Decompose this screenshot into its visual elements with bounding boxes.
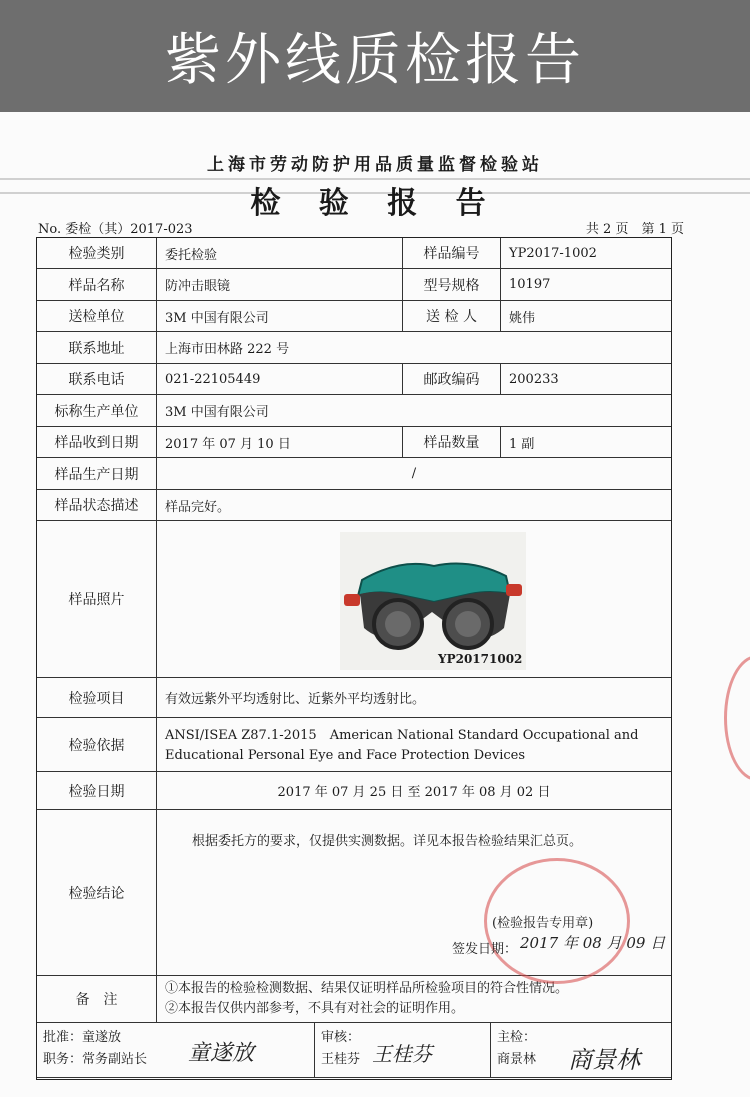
sample-no-label: 样品编号: [403, 238, 501, 269]
phone-value: 021-22105449: [157, 364, 403, 395]
prod-date-value: /: [157, 458, 671, 490]
sender-value: 姚伟: [501, 301, 671, 332]
address-value: 上海市田林路 222 号: [157, 332, 671, 364]
state-value: 样品完好。: [157, 490, 671, 521]
address-label: 联系地址: [37, 332, 157, 364]
sender-label: 送 检 人: [403, 301, 501, 332]
model-label: 型号规格: [403, 269, 501, 301]
date-label: 检验日期: [37, 772, 157, 810]
review-name: 王桂芬: [321, 1052, 361, 1067]
name-value: 防冲击眼镜: [157, 269, 403, 301]
model-value: 10197: [501, 269, 671, 301]
postcode-label: 邮政编码: [403, 364, 501, 395]
issue-date: 2017 年 08 月 09 日: [520, 934, 666, 952]
photo-label: 样品照片: [37, 521, 157, 678]
items-value: 有效远紫外平均透射比、近紫外平均透射比。: [157, 678, 671, 718]
approve-name: 童遂放: [82, 1030, 122, 1045]
name-label: 样品名称: [37, 269, 157, 301]
conclusion-text: 根据委托方的要求，仅提供实测数据。详见本报告检验结果汇总页。: [192, 834, 583, 849]
qty-label: 样品数量: [403, 427, 501, 458]
basis-label: 检验依据: [37, 718, 157, 772]
approve-title: 常务副站长: [82, 1052, 148, 1067]
seal-text: (检验报告专用章): [492, 916, 594, 931]
approve-title-label: 职务：: [43, 1052, 83, 1067]
sample-no-value: YP2017-1002: [501, 238, 671, 269]
approve-cell: [37, 1023, 315, 1078]
qty-value: 1 副: [501, 427, 671, 458]
inspect-name: 商景林: [497, 1052, 537, 1067]
maker-value: 3M 中国有限公司: [157, 395, 671, 427]
review-label: 审核：: [321, 1030, 361, 1045]
basis-value: ANSI/ISEA Z87.1-2015 American National Standard Occupational and Educational Personal Eye and Face Protection Devices: [157, 718, 671, 772]
inspect-signature: 商景林: [568, 1046, 640, 1074]
banner: [0, 0, 750, 112]
page-count: 共 2 页 第 1 页: [585, 222, 684, 237]
phone-label: 联系电话: [37, 364, 157, 395]
unit-value: 3M 中国有限公司: [157, 301, 403, 332]
remark-line-2: ②本报告仅供内部参考，不具有对社会的证明作用。: [165, 1001, 465, 1016]
report-title: 检 验 报 告: [250, 186, 500, 221]
category-label: 检验类别: [37, 238, 157, 269]
received-value: 2017 年 07 月 10 日: [157, 427, 403, 458]
approve-signature: 童遂放: [188, 1041, 255, 1066]
items-label: 检验项目: [37, 678, 157, 718]
remark-label: 备 注: [37, 976, 157, 1023]
goggles-image: [340, 532, 526, 670]
review-signature: 王桂芬: [372, 1042, 432, 1066]
banner-title: 紫外线质检报告: [165, 28, 585, 93]
prod-date-label: 样品生产日期: [37, 458, 157, 490]
issue-label: 签发日期：: [452, 942, 518, 957]
approve-label: 批准：: [43, 1030, 83, 1045]
conclusion-label: 检验结论: [37, 810, 157, 976]
received-label: 样品收到日期: [37, 427, 157, 458]
category-value: 委托检验: [157, 238, 403, 269]
inspect-label: 主检：: [497, 1030, 537, 1045]
state-label: 样品状态描述: [37, 490, 157, 521]
maker-label: 标称生产单位: [37, 395, 157, 427]
sample-photo: [340, 532, 526, 670]
institute-name: 上海市劳动防护用品质量监督检验站: [207, 155, 543, 175]
photo-caption: YP20171002: [438, 652, 523, 666]
date-value: 2017 年 07 月 25 日 至 2017 年 08 月 02 日: [157, 772, 671, 810]
remark-line-1: ①本报告的检验检测数据、结果仅证明样品所检验项目的符合性情况。: [165, 981, 569, 996]
unit-label: 送检单位: [37, 301, 157, 332]
remark-cell: [157, 976, 671, 1023]
postcode-value: 200233: [501, 364, 671, 395]
report-number: No. 委检（其）2017-023: [38, 222, 193, 237]
